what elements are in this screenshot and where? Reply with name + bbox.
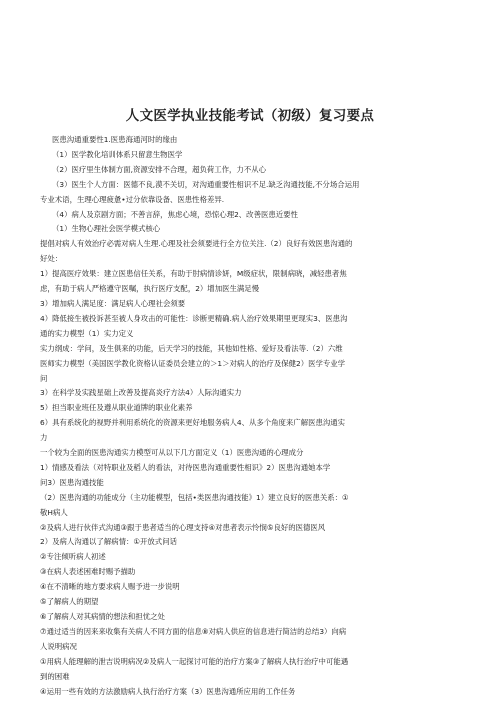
text-line: ③在病人表述困难时赐予描助: [40, 567, 136, 577]
text-line: 6）具有系统化的视野并利用系统化的资源来更好地服务病人4、从多个角度来广解医患沟通实: [40, 418, 346, 428]
text-line: （1）医学教化培训体系只留意生物医学: [52, 149, 183, 159]
text-line: （2）医疗里生体制方面,资源安排不合理，超负荷工作，力不从心: [52, 164, 266, 174]
text-line: 虑，有助于病人严格遵守医嘱，执行医疗支配，2）增加医生满足慢: [40, 284, 260, 294]
text-line: ②及病人进行伙伴式沟通③跟于患者适当的心理支持④对患者表示怜悯⑤良好的医德医风: [40, 522, 326, 532]
text-line: 5）担当职业班任及遵从职业道牌的职业化素养: [40, 403, 193, 413]
text-line: 提倡对病人有效治疗必需对病人生理.心理及社会须要进行全方位关注.（2）良好有效医患沟通的: [40, 239, 353, 249]
text-line: 问3）医患沟通技能: [40, 477, 104, 487]
text-line: 1）提高医疗效果：建立医患信任关系，有助于肘病情诊妍，M级症状，限制病晓，减轻患者焦: [40, 269, 347, 279]
text-line: 医患沟通重要性1.医患海通河时的缘由: [52, 135, 178, 144]
text-line: 问: [40, 373, 48, 383]
text-line: ②专注倾听病人初述: [40, 552, 106, 562]
text-line: （3）医生个人方面：医德不良,漠不关切，对沟通重要性相识不足.缺乏沟通技能,不分场合运用: [52, 179, 360, 189]
text-line: 敬H病人: [40, 507, 68, 517]
text-line: 1）情感及看法（对特职业及稻人的看法，对待医患沟通重要性相识》2）医患沟通她本学: [40, 462, 331, 472]
text-line: 实力纲成：学问，及生俱来的功能，后天学习的技能，其他如性格、爱好及看法等.（2）六维: [40, 343, 343, 353]
text-line: 一个较为全面的医患沟通实力模型可从以下几方面定义（1）医患沟通的心理成分: [40, 448, 304, 458]
text-line: ①用病人能理解的泄吉说明病况②及病人一起探讨可能的治疗方案③了解病人执行治疗中可能遇: [40, 656, 349, 666]
text-line: 3）增加病人满足度：满足病人心理社会须要: [40, 298, 186, 308]
text-line: ④运用一些有效的方法激励病人执行治疗方案（3）医患沟通所应用的工作任务: [40, 686, 296, 696]
text-line: 好处：: [40, 254, 63, 264]
text-line: 力: [40, 433, 48, 443]
text-line: 通的实力模型（1）实力定义: [40, 328, 134, 338]
text-line: 专业术语，生理心理疲惫•过分依靠设备、医患性格差异.: [40, 194, 225, 204]
text-line: 人说明病况: [40, 641, 77, 651]
text-line: （4）病人及京剧方面；不善言辞，焦虑心境，恐惊心理2、改善医患近要性: [52, 209, 298, 219]
text-line: （2）医患沟通的功能成分（主功能模型，包括•类医患沟通技能》1）建立良好的医患关系：①: [40, 492, 349, 502]
text-line: 3）在科学及实践星础上改善及提高炎疗方法4）人际沟通实力: [40, 388, 242, 398]
text-line: 4）降低接生被投诉甚至被人身攻击的可能性：诊断更精确.病人治疗效果期里更现实3、医患沟: [40, 313, 348, 323]
text-line: ⑤了解病人的期望: [40, 597, 99, 607]
text-line: 医师实力模型（美国医学教化资格认证委员会建立的＞1＞对病人的治疗及保健2）医学专业学: [40, 358, 346, 368]
text-line: ⑦通过适当的因来来收集有关病人不同方面的信息⑧对病人供应的信息进行简洁的总结3）向病: [40, 626, 347, 636]
text-line: ④在不清晰的地方要求病人赐予进一步说明: [40, 582, 180, 592]
document-title: 人文医学执业技能考试（初级）复习要点: [125, 108, 375, 124]
text-line: 到的困难: [40, 671, 70, 681]
text-line: ⑥了解病人对其病情的想法和担忧之处: [40, 612, 165, 621]
text-line: 2）及病人沟通以了解病情：①开放式问话: [40, 537, 177, 547]
text-line: （1）生物心理社会医学模式核心: [52, 224, 161, 234]
document-body: [40, 133, 460, 699]
